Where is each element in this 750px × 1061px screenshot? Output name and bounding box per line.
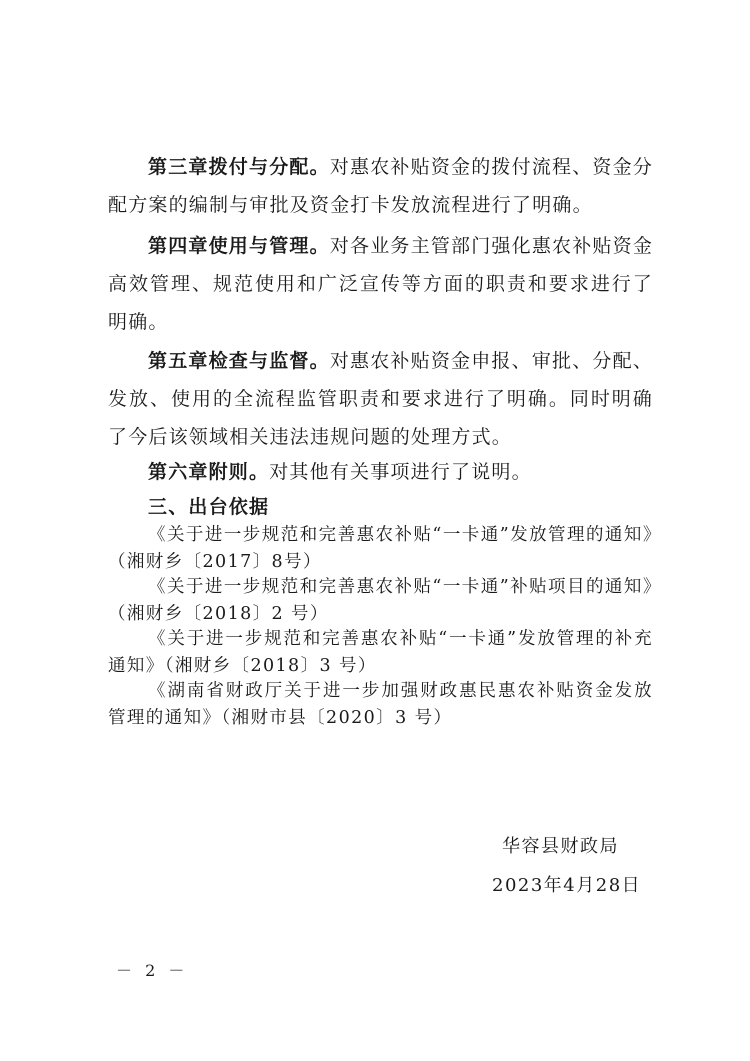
chapter-3-title: 第三章拨付与分配。 [148, 156, 330, 178]
chapter-3-paragraph [108, 148, 653, 224]
basis-item-4: 《湖南省财政厅关于进一步加强财政惠民惠农补贴资金发放管理的通知》（湘财市县〔2020〕3 号） [108, 681, 653, 728]
chapter-6-body: 对其他有关事项进行了说明。 [269, 461, 532, 483]
basis-item-3: 《关于进一步规范和完善惠农补贴“一卡通”发放管理的补充通知》（湘财乡〔2018〕3 号） [108, 629, 653, 676]
signature-date: 2023年4月28日 [492, 875, 642, 896]
chapter-5-title: 第五章检查与监督。 [148, 350, 330, 372]
chapter-4-title: 第四章使用与管理。 [148, 235, 330, 257]
chapter-6-title: 第六章附则。 [148, 461, 270, 483]
signature-org: 华容县财政局 [502, 836, 619, 857]
chapter-3-body: 对惠农补贴资金的拨付流程、资金分配方案的编制与审批及资金打卡发放流程进行了明确。 [108, 156, 654, 216]
chapter-6-paragraph [108, 453, 653, 491]
chapter-4-body: 对各业务主管部门强化惠农补贴资金高效管理、规范使用和广泛宣传等方面的职责和要求进行了明确。 [108, 235, 654, 333]
basis-heading: 三、出台依据 [148, 496, 270, 518]
chapter-5-paragraph [108, 342, 653, 456]
chapter-5-body: 对惠农补贴资金申报、审批、分配、发放、使用的全流程监管职责和要求进行了明确。同时明确了今后该领域相关违法违规问题的处理方式。 [108, 350, 654, 448]
basis-item-2: 《关于进一步规范和完善惠农补贴“一卡通”补贴项目的通知》（湘财乡〔2018〕2 号） [108, 577, 653, 624]
page-number: － 2 － [116, 961, 189, 980]
chapter-4-paragraph [108, 227, 653, 341]
basis-item-1: 《关于进一步规范和完善惠农补贴“一卡通”发放管理的通知》（湘财乡〔2017〕8号） [108, 525, 653, 572]
